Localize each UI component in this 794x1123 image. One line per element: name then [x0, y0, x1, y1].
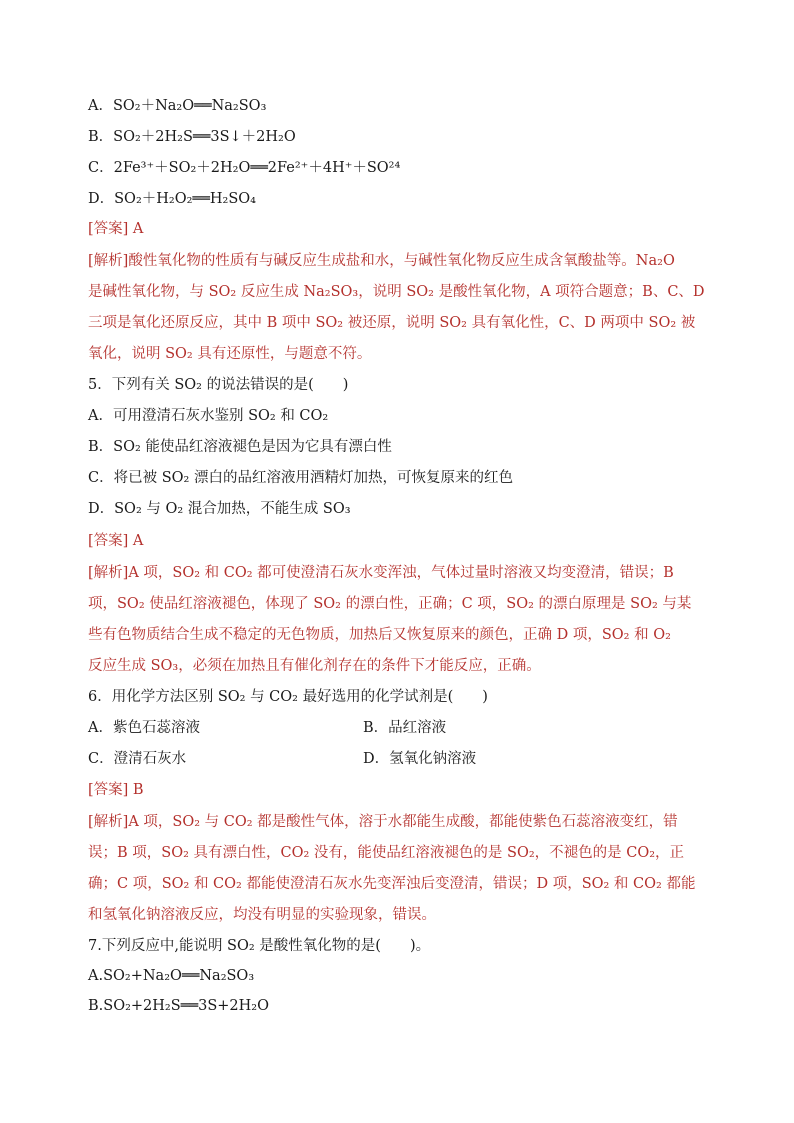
question-7-option-a: A.SO₂+Na₂O══Na₂SO₃	[88, 968, 255, 984]
question-5-option-c: C．将已被 SO₂ 漂白的品红溶液用酒精灯加热，可恢复原来的红色	[88, 470, 513, 486]
answer-label: [答案] A	[88, 533, 144, 549]
analysis-line: 是碱性氧化物，与 SO₂ 反应生成 Na₂SO₃，说明 SO₂ 是酸性氧化物，A 项符合题意；B、C、D	[88, 284, 705, 300]
question-6-option-b: B．品红溶液	[363, 720, 447, 736]
option-b-equation: B．SO₂＋2H₂S══3S↓＋2H₂O	[88, 129, 296, 145]
option-c-equation: C．2Fe³⁺＋SO₂＋2H₂O══2Fe²⁺＋4H⁺＋SO²⁴	[88, 160, 401, 176]
question-6-option-c: C．澄清石灰水	[88, 751, 187, 767]
question-7-option-b: B.SO₂+2H₂S══3S+2H₂O	[88, 998, 270, 1014]
question-6-option-a: A．紫色石蕊溶液	[88, 720, 200, 736]
question-5-option-a: A．可用澄清石灰水鉴别 SO₂ 和 CO₂	[88, 408, 329, 424]
analysis-line: [解析]酸性氧化物的性质有与碱反应生成盐和水，与碱性氧化物反应生成含氧酸盐等。Na₂O	[88, 253, 675, 269]
question-7-stem: 7.下列反应中,能说明 SO₂ 是酸性氧化物的是( )。	[88, 938, 431, 954]
analysis-line: 三项是氧化还原反应，其中 B 项中 SO₂ 被还原，说明 SO₂ 具有氧化性，C、D 两项中 SO₂ 被	[88, 315, 696, 331]
option-d-equation: D．SO₂＋H₂O₂══H₂SO₄	[88, 191, 256, 207]
question-6-option-d: D．氢氧化钠溶液	[363, 751, 477, 767]
analysis-line: 和氢氧化钠溶液反应，均没有明显的实验现象，错误。	[88, 907, 436, 923]
question-5-option-d: D．SO₂ 与 O₂ 混合加热，不能生成 SO₃	[88, 501, 351, 517]
answer-label: [答案] A	[88, 221, 144, 237]
question-6-stem: 6．用化学方法区别 SO₂ 与 CO₂ 最好选用的化学试剂是( )	[88, 689, 488, 705]
analysis-line: 项，SO₂ 使品红溶液褪色，体现了 SO₂ 的漂白性，正确；C 项，SO₂ 的漂白原理是 SO₂ 与某	[88, 596, 692, 612]
answer-label: [答案] B	[88, 782, 144, 798]
question-5-option-b: B．SO₂ 能使品红溶液褪色是因为它具有漂白性	[88, 439, 392, 455]
analysis-line: [解析]A 项，SO₂ 与 CO₂ 都是酸性气体，溶于水都能生成酸，都能使紫色石蕊溶液变红，错	[88, 814, 678, 830]
analysis-line: 些有色物质结合生成不稳定的无色物质，加热后又恢复原来的颜色，正确 D 项，SO₂ 和 O₂	[88, 627, 671, 643]
analysis-line: 确；C 项，SO₂ 和 CO₂ 都能使澄清石灰水先变浑浊后变澄清，错误；D 项，SO₂ 和 CO₂ 都能	[88, 876, 696, 892]
analysis-line: 反应生成 SO₃，必须在加热且有催化剂存在的条件下才能反应，正确。	[88, 658, 541, 674]
analysis-line: 误；B 项，SO₂ 具有漂白性，CO₂ 没有，能使品红溶液褪色的是 SO₂，不褪色的是 CO₂，正	[88, 845, 685, 861]
question-5-stem: 5．下列有关 SO₂ 的说法错误的是( )	[88, 377, 349, 393]
option-a-equation: A．SO₂＋Na₂O══Na₂SO₃	[88, 98, 267, 114]
analysis-line: 氧化，说明 SO₂ 具有还原性，与题意不符。	[88, 346, 372, 362]
analysis-line: [解析]A 项，SO₂ 和 CO₂ 都可使澄清石灰水变浑浊，气体过量时溶液又均变澄清，错误；B	[88, 565, 674, 581]
